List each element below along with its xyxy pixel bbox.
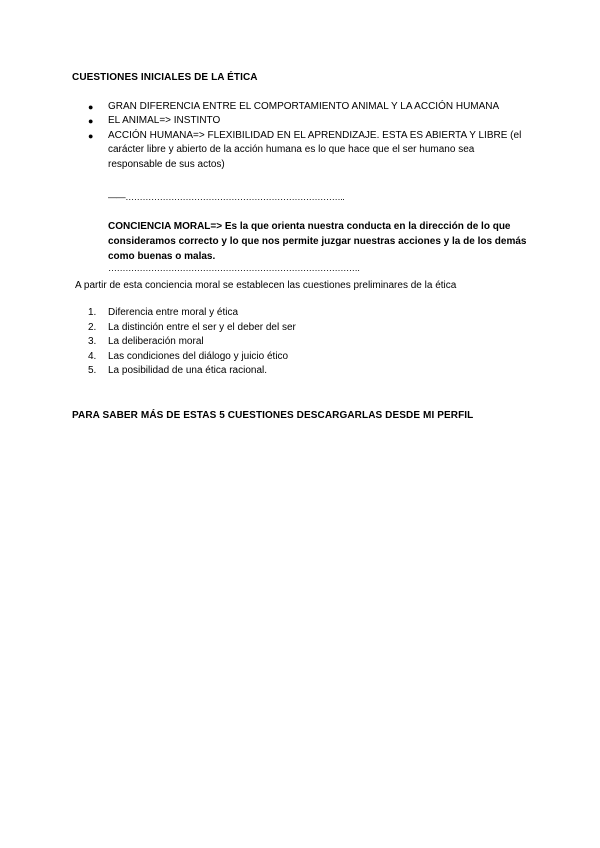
list-item-text: EL ANIMAL=> INSTINTO [108,115,221,127]
intro-paragraph: A partir de esta conciencia moral se establecen las cuestiones preliminares de la ética [75,280,457,291]
list-item-text: La posibilidad de una ética racional. [108,365,267,377]
list-item-text: GRAN DIFERENCIA ENTRE EL COMPORTAMIENTO ANIMAL Y LA ACCIÓN HUMANA [108,101,500,112]
list-item-text: ACCIÓN HUMANA=> FLEXIBILIDAD EN EL APRENDIZAJE. ESTA ES ABIERTA Y LIBRE (el carácter libre y abierto de la acción humana es lo que hace que el ser humano sea responsable de sus actos) [108,129,522,170]
closing-note: PARA SABER MÁS DE ESTAS 5 CUESTIONES DESCARGARLAS DESDE MI PERFIL [72,410,474,421]
list-item-text: La distinción entre el ser y el deber del ser [108,321,296,333]
list-item [88,306,488,321]
list-item [88,321,488,336]
list-item [88,100,528,114]
list-number: 4. [88,350,97,362]
list-number: 1. [88,307,97,318]
numbered-list [88,306,488,379]
bullet-list [88,100,528,172]
dotted-rule: ——………………………………………………………………….. [108,192,345,202]
list-item-text: Las condiciones del diálogo y juicio ético [108,350,289,362]
list-item [88,335,488,350]
list-item [88,350,488,365]
page-title: CUESTIONES INICIALES DE LA ÉTICA [72,72,258,83]
bullet-icon: ● [88,130,94,141]
list-number: 3. [88,336,97,348]
list-number: 5. [88,365,97,377]
list-item [88,129,528,172]
list-item-text: Diferencia entre moral y ética [108,307,239,318]
list-number: 2. [88,321,97,333]
list-item-text: La deliberación moral [108,336,204,348]
bullet-icon: ● [88,116,94,127]
dotted-rule: ……………………………………………………………………………. [108,263,360,273]
bullet-icon: ● [88,102,94,112]
list-item [88,114,528,128]
conciencia-moral-paragraph: CONCIENCIA MORAL=> Es la que orienta nuestra conducta en la dirección de lo que consideramos correcto y lo que nos permite juzgar nuestras acciones y la de los demás como buenas o malas. [108,221,527,262]
list-item [88,364,488,379]
